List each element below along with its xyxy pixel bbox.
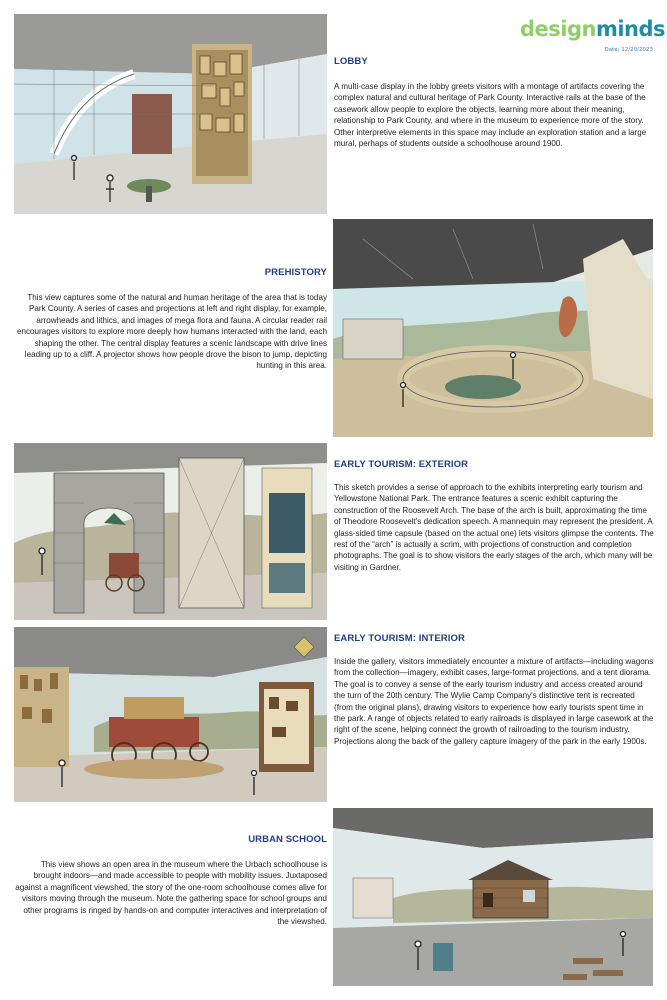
urban-school-sketch	[333, 808, 653, 986]
tourism-exterior-body: This sketch provides a sense of approach to the exhibits interpreting early tourism and Yellowstone National Park. The entrance features a scenic exhibit capturing the construction of the Roosevelt Arch. The base of the arch is built, approximating the time of Theodore Roosevelt's dedication speech. A mannequin may represent the president. A glass-sided time capsule (based on the actual one) lets visitors glimpse the contents. The rest of the “arch” is actually a scrim, with projections of construction and completion photographs. The goal is to show visitors the early stages of the arch, which many will be visiting in Gardner.	[334, 483, 654, 572]
tourism-interior-sketch	[14, 627, 327, 802]
prehistory-body: This view captures some of the natural and human heritage of the area that is today Park County. A series of cases and projections at left and right display, for example, arrowheads and lithics, and images of mega flora and fauna. A circular reader rail encourages visitors to explore more deeply how humans interacted with the land, each shaping the other. The central display features a scenic landscape with drive lines leading up to a cliff. A projector shows how people drove the bison to jump, depicting hunting in this area.	[17, 293, 327, 371]
tourism-interior-heading: EARLY TOURISM: INTERIOR	[334, 633, 465, 644]
tourism-interior-body: Inside the gallery, visitors immediately encounter a mixture of artifacts—including wagons from the collection—imagery, exhibit cases, large-format projections, and a tent diorama. The goal is to convey a sense of the early tourism industry and access created around the turn of the 20th century. The Wylie Camp Company's distinctive tent is recreated (from the original plans), drawing visitors to experience how early tourists spent time in the park. A range of objects related to early railroads is displayed in large casework at the right of the scene, helping connect the growth of railroading to the tourism industry. Projections along the back of the gallery capture imagery of the park in the early 1900s.	[334, 657, 654, 746]
tourism-exterior-heading: EARLY TOURISM: EXTERIOR	[334, 459, 469, 470]
tourism-exterior-sketch	[14, 443, 327, 620]
designminds-logo	[520, 12, 666, 46]
urban-school-body: This view shows an open area in the museum where the Urbach schoolhouse is brought indoors—and made accessible to people with mobility issues. Juxtaposed against a magnificent viewshed, the story of the one-room schoolhouse comes alive for visitors moving through the museum. Note the gathering space for school groups and other programs is ringed by hands-on and computer interactives and interpretation of the viewshed.	[15, 860, 327, 927]
document-date: Date: 12/20/2023	[604, 47, 653, 53]
logo-text-minds: minds	[595, 17, 666, 41]
urban-school-heading: URBAN SCHOOL	[248, 834, 327, 845]
prehistory-heading: PREHISTORY	[264, 267, 327, 278]
logo-text-design: design	[520, 17, 596, 41]
prehistory-sketch	[333, 219, 653, 437]
lobby-sketch	[14, 14, 327, 214]
lobby-body: A multi-case display in the lobby greets visitors with a montage of artifacts covering the complex natural and cultural heritage of Park County. Interactive rails at the base of the casework allow people to explore the objects, learning more about their meaning, relationship to Park County, and where in the museum to experience more of the story. Other interpretive elements in this space may include an exploration station and a large mural, perhaps of students outside a schoolhouse around 1900.	[334, 82, 647, 149]
lobby-heading: LOBBY	[334, 56, 368, 67]
